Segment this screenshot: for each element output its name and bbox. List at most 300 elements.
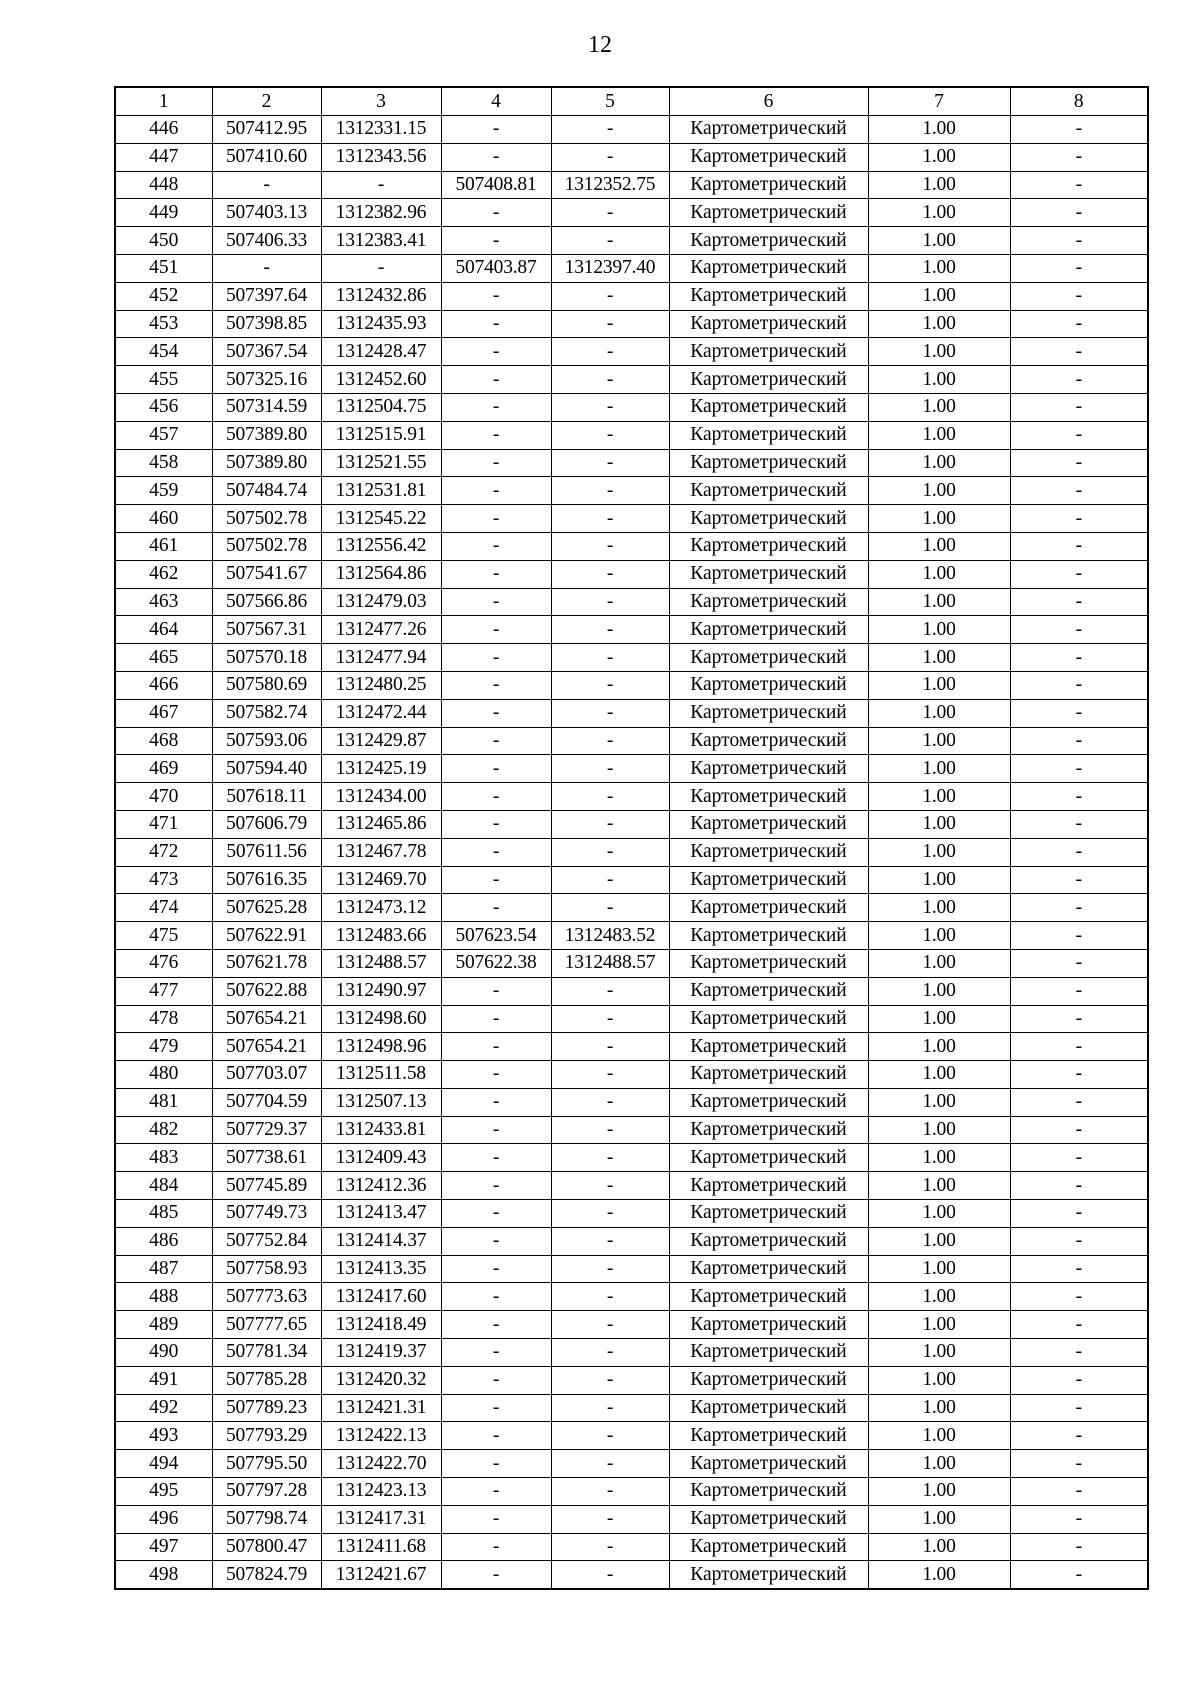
table-row xyxy=(115,1227,1148,1255)
x-coord-cell: 507654.21 xyxy=(212,1005,321,1033)
table-row xyxy=(115,810,1148,838)
note-cell: - xyxy=(1010,421,1148,449)
y-coord-alt-cell: - xyxy=(551,1116,669,1144)
y-coord-alt-cell: - xyxy=(551,1533,669,1561)
table-row xyxy=(115,1422,1148,1450)
x-coord-alt-cell: - xyxy=(441,143,551,171)
y-coord-alt-cell: 1312397.40 xyxy=(551,254,669,282)
note-cell: - xyxy=(1010,644,1148,672)
point-number-cell: 479 xyxy=(115,1033,212,1061)
x-coord-alt-cell: - xyxy=(441,282,551,310)
y-coord-alt-cell: - xyxy=(551,1088,669,1116)
method-cell: Картометрический xyxy=(669,310,868,338)
note-cell: - xyxy=(1010,1422,1148,1450)
method-cell: Картометрический xyxy=(669,866,868,894)
accuracy-cell: 1.00 xyxy=(868,1172,1010,1200)
point-number-cell: 489 xyxy=(115,1311,212,1339)
note-cell: - xyxy=(1010,699,1148,727)
table-row xyxy=(115,838,1148,866)
accuracy-cell: 1.00 xyxy=(868,366,1010,394)
point-number-cell: 493 xyxy=(115,1422,212,1450)
accuracy-cell: 1.00 xyxy=(868,116,1010,144)
method-cell: Картометрический xyxy=(669,894,868,922)
note-cell: - xyxy=(1010,1005,1148,1033)
accuracy-cell: 1.00 xyxy=(868,1505,1010,1533)
note-cell: - xyxy=(1010,1311,1148,1339)
table-row xyxy=(115,1533,1148,1561)
x-coord-alt-cell: - xyxy=(441,894,551,922)
accuracy-cell: 1.00 xyxy=(868,1116,1010,1144)
note-cell: - xyxy=(1010,616,1148,644)
y-coord-cell: 1312435.93 xyxy=(321,310,441,338)
x-coord-alt-cell: - xyxy=(441,421,551,449)
point-number-cell: 497 xyxy=(115,1533,212,1561)
y-coord-alt-cell: - xyxy=(551,227,669,255)
x-coord-alt-cell: - xyxy=(441,1061,551,1089)
x-coord-cell: 507325.16 xyxy=(212,366,321,394)
x-coord-alt-cell: - xyxy=(441,671,551,699)
point-number-cell: 459 xyxy=(115,477,212,505)
accuracy-cell: 1.00 xyxy=(868,699,1010,727)
y-coord-alt-cell: - xyxy=(551,1450,669,1478)
accuracy-cell: 1.00 xyxy=(868,1033,1010,1061)
accuracy-cell: 1.00 xyxy=(868,1339,1010,1367)
y-coord-cell: 1312428.47 xyxy=(321,338,441,366)
table-row xyxy=(115,866,1148,894)
method-cell: Картометрический xyxy=(669,644,868,672)
x-coord-cell: 507566.86 xyxy=(212,588,321,616)
table-row xyxy=(115,171,1148,199)
note-cell: - xyxy=(1010,949,1148,977)
y-coord-alt-cell: - xyxy=(551,532,669,560)
method-cell: Картометрический xyxy=(669,727,868,755)
x-coord-cell: 507594.40 xyxy=(212,755,321,783)
accuracy-cell: 1.00 xyxy=(868,671,1010,699)
accuracy-cell: 1.00 xyxy=(868,949,1010,977)
y-coord-alt-cell: - xyxy=(551,310,669,338)
point-number-cell: 487 xyxy=(115,1255,212,1283)
accuracy-cell: 1.00 xyxy=(868,922,1010,950)
x-coord-alt-cell: - xyxy=(441,1200,551,1228)
method-cell: Картометрический xyxy=(669,1283,868,1311)
point-number-cell: 467 xyxy=(115,699,212,727)
point-number-cell: 495 xyxy=(115,1478,212,1506)
x-coord-alt-cell: - xyxy=(441,783,551,811)
accuracy-cell: 1.00 xyxy=(868,1478,1010,1506)
y-coord-cell: 1312414.37 xyxy=(321,1227,441,1255)
x-coord-alt-cell: - xyxy=(441,199,551,227)
method-cell: Картометрический xyxy=(669,783,868,811)
x-coord-alt-cell: - xyxy=(441,727,551,755)
y-coord-cell: 1312521.55 xyxy=(321,449,441,477)
accuracy-cell: 1.00 xyxy=(868,1255,1010,1283)
x-coord-alt-cell: - xyxy=(441,1116,551,1144)
y-coord-cell: 1312545.22 xyxy=(321,505,441,533)
note-cell: - xyxy=(1010,1033,1148,1061)
point-number-cell: 488 xyxy=(115,1283,212,1311)
accuracy-cell: 1.00 xyxy=(868,532,1010,560)
y-coord-cell: 1312422.70 xyxy=(321,1450,441,1478)
table-row xyxy=(115,366,1148,394)
accuracy-cell: 1.00 xyxy=(868,838,1010,866)
method-cell: Картометрический xyxy=(669,1450,868,1478)
table-row xyxy=(115,421,1148,449)
x-coord-alt-cell: - xyxy=(441,505,551,533)
accuracy-cell: 1.00 xyxy=(868,644,1010,672)
note-cell: - xyxy=(1010,977,1148,1005)
x-coord-cell: 507777.65 xyxy=(212,1311,321,1339)
accuracy-cell: 1.00 xyxy=(868,1061,1010,1089)
y-coord-alt-cell: - xyxy=(551,560,669,588)
accuracy-cell: 1.00 xyxy=(868,199,1010,227)
y-coord-alt-cell: - xyxy=(551,866,669,894)
table-row xyxy=(115,532,1148,560)
point-number-cell: 494 xyxy=(115,1450,212,1478)
y-coord-cell: 1312479.03 xyxy=(321,588,441,616)
y-coord-cell: 1312382.96 xyxy=(321,199,441,227)
accuracy-cell: 1.00 xyxy=(868,616,1010,644)
table-row xyxy=(115,1478,1148,1506)
y-coord-alt-cell: - xyxy=(551,1394,669,1422)
point-number-cell: 453 xyxy=(115,310,212,338)
table-row xyxy=(115,1200,1148,1228)
method-cell: Картометрический xyxy=(669,116,868,144)
accuracy-cell: 1.00 xyxy=(868,560,1010,588)
y-coord-cell: 1312498.96 xyxy=(321,1033,441,1061)
point-number-cell: 482 xyxy=(115,1116,212,1144)
note-cell: - xyxy=(1010,894,1148,922)
x-coord-alt-cell: - xyxy=(441,1505,551,1533)
method-cell: Картометрический xyxy=(669,1366,868,1394)
y-coord-cell: 1312472.44 xyxy=(321,699,441,727)
note-cell: - xyxy=(1010,505,1148,533)
method-cell: Картометрический xyxy=(669,1505,868,1533)
x-coord-cell: 507403.13 xyxy=(212,199,321,227)
table-row xyxy=(115,922,1148,950)
x-coord-alt-cell: - xyxy=(441,1088,551,1116)
table-row xyxy=(115,254,1148,282)
method-cell: Картометрический xyxy=(669,1144,868,1172)
accuracy-cell: 1.00 xyxy=(868,1200,1010,1228)
x-coord-alt-cell: - xyxy=(441,1422,551,1450)
note-cell: - xyxy=(1010,1088,1148,1116)
y-coord-cell: 1312420.32 xyxy=(321,1366,441,1394)
table-row xyxy=(115,727,1148,755)
y-coord-cell: 1312432.86 xyxy=(321,282,441,310)
table-row xyxy=(115,310,1148,338)
method-cell: Картометрический xyxy=(669,1061,868,1089)
coordinates-table xyxy=(114,86,1149,1590)
x-coord-cell: 507824.79 xyxy=(212,1561,321,1589)
y-coord-cell: 1312423.13 xyxy=(321,1478,441,1506)
accuracy-cell: 1.00 xyxy=(868,1422,1010,1450)
y-coord-cell: 1312412.36 xyxy=(321,1172,441,1200)
table-row xyxy=(115,1033,1148,1061)
y-coord-alt-cell: 1312488.57 xyxy=(551,949,669,977)
point-number-cell: 485 xyxy=(115,1200,212,1228)
accuracy-cell: 1.00 xyxy=(868,1450,1010,1478)
table-row xyxy=(115,699,1148,727)
method-cell: Картометрический xyxy=(669,1561,868,1589)
x-coord-cell: 507389.80 xyxy=(212,421,321,449)
y-coord-alt-cell: - xyxy=(551,477,669,505)
y-coord-cell: 1312480.25 xyxy=(321,671,441,699)
x-coord-alt-cell: - xyxy=(441,1283,551,1311)
note-cell: - xyxy=(1010,1227,1148,1255)
y-coord-cell: 1312343.56 xyxy=(321,143,441,171)
y-coord-alt-cell: - xyxy=(551,810,669,838)
y-coord-cell: 1312411.68 xyxy=(321,1533,441,1561)
y-coord-alt-cell: - xyxy=(551,1255,669,1283)
y-coord-cell: 1312413.47 xyxy=(321,1200,441,1228)
y-coord-alt-cell: 1312352.75 xyxy=(551,171,669,199)
point-number-cell: 490 xyxy=(115,1339,212,1367)
point-number-cell: 468 xyxy=(115,727,212,755)
point-number-cell: 491 xyxy=(115,1366,212,1394)
note-cell: - xyxy=(1010,1533,1148,1561)
method-cell: Картометрический xyxy=(669,949,868,977)
note-cell: - xyxy=(1010,560,1148,588)
note-cell: - xyxy=(1010,1255,1148,1283)
x-coord-cell: 507570.18 xyxy=(212,644,321,672)
method-cell: Картометрический xyxy=(669,1088,868,1116)
y-coord-cell: 1312419.37 xyxy=(321,1339,441,1367)
x-coord-alt-cell: - xyxy=(441,1033,551,1061)
y-coord-alt-cell: - xyxy=(551,505,669,533)
table-row xyxy=(115,393,1148,421)
accuracy-cell: 1.00 xyxy=(868,310,1010,338)
column-header-4: 4 xyxy=(441,87,551,116)
x-coord-cell: 507752.84 xyxy=(212,1227,321,1255)
y-coord-alt-cell: - xyxy=(551,449,669,477)
x-coord-alt-cell: - xyxy=(441,1311,551,1339)
method-cell: Картометрический xyxy=(669,449,868,477)
y-coord-cell: 1312469.70 xyxy=(321,866,441,894)
table-row xyxy=(115,338,1148,366)
y-coord-alt-cell: - xyxy=(551,616,669,644)
method-cell: Картометрический xyxy=(669,1172,868,1200)
accuracy-cell: 1.00 xyxy=(868,1088,1010,1116)
accuracy-cell: 1.00 xyxy=(868,810,1010,838)
y-coord-alt-cell: - xyxy=(551,894,669,922)
note-cell: - xyxy=(1010,143,1148,171)
point-number-cell: 454 xyxy=(115,338,212,366)
table-row xyxy=(115,894,1148,922)
x-coord-cell: 507567.31 xyxy=(212,616,321,644)
point-number-cell: 458 xyxy=(115,449,212,477)
point-number-cell: 471 xyxy=(115,810,212,838)
x-coord-cell: 507484.74 xyxy=(212,477,321,505)
y-coord-cell: 1312498.60 xyxy=(321,1005,441,1033)
y-coord-alt-cell: - xyxy=(551,588,669,616)
x-coord-alt-cell: 507623.54 xyxy=(441,922,551,950)
x-coord-alt-cell: 507403.87 xyxy=(441,254,551,282)
x-coord-cell: 507798.74 xyxy=(212,1505,321,1533)
note-cell: - xyxy=(1010,866,1148,894)
table-row xyxy=(115,449,1148,477)
accuracy-cell: 1.00 xyxy=(868,894,1010,922)
point-number-cell: 470 xyxy=(115,783,212,811)
x-coord-alt-cell: - xyxy=(441,699,551,727)
accuracy-cell: 1.00 xyxy=(868,783,1010,811)
column-header-7: 7 xyxy=(868,87,1010,116)
x-coord-cell: 507795.50 xyxy=(212,1450,321,1478)
method-cell: Картометрический xyxy=(669,227,868,255)
accuracy-cell: 1.00 xyxy=(868,421,1010,449)
table-row xyxy=(115,616,1148,644)
table-row xyxy=(115,116,1148,144)
y-coord-cell: 1312556.42 xyxy=(321,532,441,560)
x-coord-cell: 507593.06 xyxy=(212,727,321,755)
note-cell: - xyxy=(1010,449,1148,477)
x-coord-alt-cell: - xyxy=(441,1255,551,1283)
x-coord-cell: 507622.88 xyxy=(212,977,321,1005)
x-coord-alt-cell: - xyxy=(441,1450,551,1478)
y-coord-alt-cell: - xyxy=(551,1227,669,1255)
table-row xyxy=(115,560,1148,588)
y-coord-cell: 1312452.60 xyxy=(321,366,441,394)
accuracy-cell: 1.00 xyxy=(868,227,1010,255)
accuracy-cell: 1.00 xyxy=(868,338,1010,366)
method-cell: Картометрический xyxy=(669,1200,868,1228)
note-cell: - xyxy=(1010,227,1148,255)
table-row xyxy=(115,1144,1148,1172)
point-number-cell: 450 xyxy=(115,227,212,255)
y-coord-cell: 1312331.15 xyxy=(321,116,441,144)
method-cell: Картометрический xyxy=(669,143,868,171)
accuracy-cell: 1.00 xyxy=(868,393,1010,421)
table-row xyxy=(115,1339,1148,1367)
y-coord-cell: 1312531.81 xyxy=(321,477,441,505)
note-cell: - xyxy=(1010,671,1148,699)
column-header-8: 8 xyxy=(1010,87,1148,116)
y-coord-cell: 1312507.13 xyxy=(321,1088,441,1116)
point-number-cell: 449 xyxy=(115,199,212,227)
x-coord-alt-cell: - xyxy=(441,1533,551,1561)
accuracy-cell: 1.00 xyxy=(868,977,1010,1005)
accuracy-cell: 1.00 xyxy=(868,1227,1010,1255)
y-coord-cell: 1312409.43 xyxy=(321,1144,441,1172)
y-coord-cell: 1312477.26 xyxy=(321,616,441,644)
x-coord-cell: 507398.85 xyxy=(212,310,321,338)
point-number-cell: 474 xyxy=(115,894,212,922)
table-header-row xyxy=(115,87,1148,116)
table-row xyxy=(115,227,1148,255)
y-coord-alt-cell: - xyxy=(551,1505,669,1533)
y-coord-cell: 1312434.00 xyxy=(321,783,441,811)
note-cell: - xyxy=(1010,366,1148,394)
method-cell: Картометрический xyxy=(669,588,868,616)
y-coord-alt-cell: - xyxy=(551,1339,669,1367)
point-number-cell: 460 xyxy=(115,505,212,533)
y-coord-alt-cell: - xyxy=(551,644,669,672)
y-coord-alt-cell: - xyxy=(551,199,669,227)
x-coord-alt-cell: - xyxy=(441,644,551,672)
table-row xyxy=(115,1061,1148,1089)
x-coord-cell: 507800.47 xyxy=(212,1533,321,1561)
note-cell: - xyxy=(1010,1478,1148,1506)
method-cell: Картометрический xyxy=(669,1339,868,1367)
point-number-cell: 483 xyxy=(115,1144,212,1172)
note-cell: - xyxy=(1010,1172,1148,1200)
y-coord-cell: 1312490.97 xyxy=(321,977,441,1005)
table-row xyxy=(115,671,1148,699)
method-cell: Картометрический xyxy=(669,1311,868,1339)
point-number-cell: 472 xyxy=(115,838,212,866)
x-coord-cell: 507797.28 xyxy=(212,1478,321,1506)
accuracy-cell: 1.00 xyxy=(868,505,1010,533)
x-coord-cell: 507397.64 xyxy=(212,282,321,310)
x-coord-cell: 507541.67 xyxy=(212,560,321,588)
x-coord-alt-cell: - xyxy=(441,1561,551,1589)
note-cell: - xyxy=(1010,171,1148,199)
note-cell: - xyxy=(1010,199,1148,227)
point-number-cell: 473 xyxy=(115,866,212,894)
x-coord-cell: 507412.95 xyxy=(212,116,321,144)
y-coord-cell: 1312413.35 xyxy=(321,1255,441,1283)
note-cell: - xyxy=(1010,1061,1148,1089)
point-number-cell: 447 xyxy=(115,143,212,171)
note-cell: - xyxy=(1010,532,1148,560)
accuracy-cell: 1.00 xyxy=(868,1005,1010,1033)
point-number-cell: 448 xyxy=(115,171,212,199)
x-coord-alt-cell: - xyxy=(441,1478,551,1506)
y-coord-alt-cell: - xyxy=(551,1061,669,1089)
table-row xyxy=(115,477,1148,505)
point-number-cell: 498 xyxy=(115,1561,212,1589)
y-coord-cell: 1312504.75 xyxy=(321,393,441,421)
column-header-2: 2 xyxy=(212,87,321,116)
x-coord-cell: 507773.63 xyxy=(212,1283,321,1311)
note-cell: - xyxy=(1010,338,1148,366)
method-cell: Картометрический xyxy=(669,393,868,421)
accuracy-cell: 1.00 xyxy=(868,1394,1010,1422)
page-number: 12 xyxy=(588,32,612,58)
note-cell: - xyxy=(1010,254,1148,282)
method-cell: Картометрический xyxy=(669,1533,868,1561)
y-coord-alt-cell: - xyxy=(551,1283,669,1311)
x-coord-alt-cell: - xyxy=(441,616,551,644)
x-coord-cell: 507314.59 xyxy=(212,393,321,421)
x-coord-cell: 507618.11 xyxy=(212,783,321,811)
method-cell: Картометрический xyxy=(669,922,868,950)
method-cell: Картометрический xyxy=(669,199,868,227)
point-number-cell: 461 xyxy=(115,532,212,560)
x-coord-cell: 507611.56 xyxy=(212,838,321,866)
note-cell: - xyxy=(1010,727,1148,755)
x-coord-alt-cell: - xyxy=(441,227,551,255)
x-coord-cell: 507785.28 xyxy=(212,1366,321,1394)
table-row xyxy=(115,1116,1148,1144)
accuracy-cell: 1.00 xyxy=(868,1283,1010,1311)
table-row xyxy=(115,1394,1148,1422)
x-coord-alt-cell: - xyxy=(441,866,551,894)
method-cell: Картометрический xyxy=(669,505,868,533)
table-row xyxy=(115,1005,1148,1033)
method-cell: Картометрический xyxy=(669,421,868,449)
y-coord-alt-cell: - xyxy=(551,1033,669,1061)
y-coord-alt-cell: - xyxy=(551,783,669,811)
point-number-cell: 451 xyxy=(115,254,212,282)
table-row xyxy=(115,755,1148,783)
method-cell: Картометрический xyxy=(669,1478,868,1506)
x-coord-alt-cell: - xyxy=(441,1144,551,1172)
point-number-cell: 478 xyxy=(115,1005,212,1033)
x-coord-alt-cell: - xyxy=(441,810,551,838)
x-coord-cell: 507793.29 xyxy=(212,1422,321,1450)
table-row xyxy=(115,505,1148,533)
x-coord-cell: 507729.37 xyxy=(212,1116,321,1144)
